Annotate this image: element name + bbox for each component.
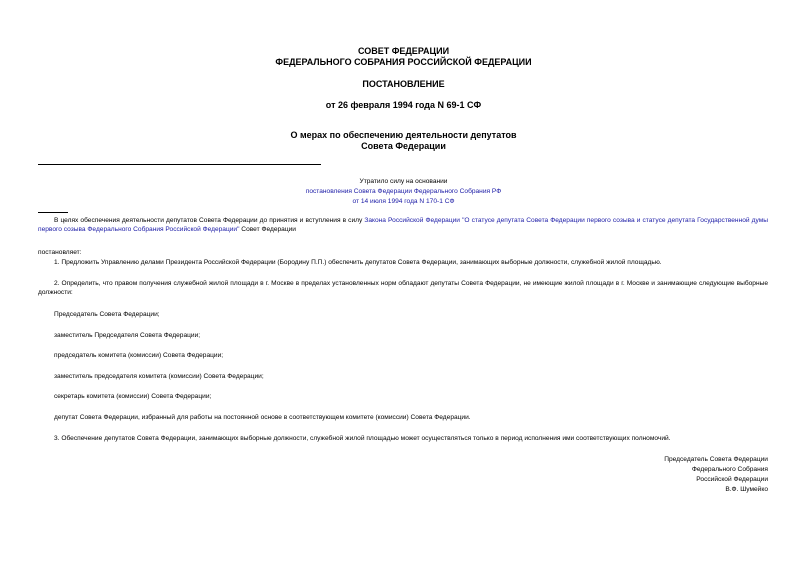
signatory-title-line-2: Федерального Собрания <box>691 466 768 473</box>
repeal-link-line-2[interactable]: от 14 июля 1994 года N 170-1 СФ <box>352 198 455 205</box>
repeal-link-line-1[interactable]: постановления Совета Федерации Федерального Собрания РФ <box>305 188 502 195</box>
position-item: секретарь комитета (комиссии) Совета Федерации; <box>54 393 212 400</box>
document-type: ПОСТАНОВЛЕНИЕ <box>362 79 445 89</box>
document-title-line-2: Совета Федерации <box>361 141 446 151</box>
preamble-paragraph <box>38 216 768 234</box>
preamble-text-end: Совет Федерации <box>239 226 296 233</box>
signatory-name: В.Ф. Шумейко <box>725 486 768 493</box>
position-item: Председатель Совета Федерации; <box>54 311 160 318</box>
document-title-line-1: О мерах по обеспечению деятельности депутатов <box>290 130 517 140</box>
position-item: депутат Совета Федерации, избранный для работы на постоянной основе в соответствующем комитете (комиссии) Совета Федерации. <box>54 414 471 421</box>
clause-1: 1. Предложить Управлению делами Президента Российской Федерации (Бородину П.П.) обеспечить депутатов Совета Федерации, занимающих выборные должности, служебной жилой площадью. <box>54 259 662 266</box>
status-note-text: Утратило силу на основании <box>359 178 448 185</box>
signatory-title-line-3: Российской Федерации <box>696 476 768 483</box>
document-date-number: от 26 февраля 1994 года N 69-1 СФ <box>325 100 482 110</box>
law-reference-link[interactable]: Закона Российской Федерации "О статусе депутата Совета Федерации первого созыва и статусе депутата Государственной думы первого созыва Федерального Собрания Российской Федерации" <box>38 217 768 233</box>
preamble-text-start: В целях обеспечения деятельности депутатов Совета Федерации до принятия и вступления в силу <box>54 217 365 224</box>
signatory-title-line-1: Председатель Совета Федерации <box>664 456 768 463</box>
clause-3: 3. Обеспечение депутатов Совета Федерации, занимающих выборные должности, служебной жилой площадью может осуществляться только в период исполнения ими соответствующих полномочий. <box>54 435 671 442</box>
paragraph-marker <box>38 212 68 213</box>
issuer-line-1: СОВЕТ ФЕДЕРАЦИИ <box>357 46 450 56</box>
clause-2: 2. Определить, что правом получения служебной жилой площади в г. Москве в пределах установленных норм обладают депутаты Совета Федерации, не имеющие жилой площади в г. Москве и занимающие следующие выборные должности: <box>38 280 768 296</box>
position-item: заместитель Председателя Совета Федерации; <box>54 332 201 339</box>
position-item: заместитель председателя комитета (комиссии) Совета Федерации; <box>54 373 264 380</box>
issuer-line-2: ФЕДЕРАЛЬНОГО СОБРАНИЯ РОССИЙСКОЙ ФЕДЕРАЦИИ <box>275 57 532 67</box>
title-divider <box>38 164 321 165</box>
position-item: председатель комитета (комиссии) Совета Федерации; <box>54 352 224 359</box>
decides-label: постановляет: <box>38 249 82 256</box>
